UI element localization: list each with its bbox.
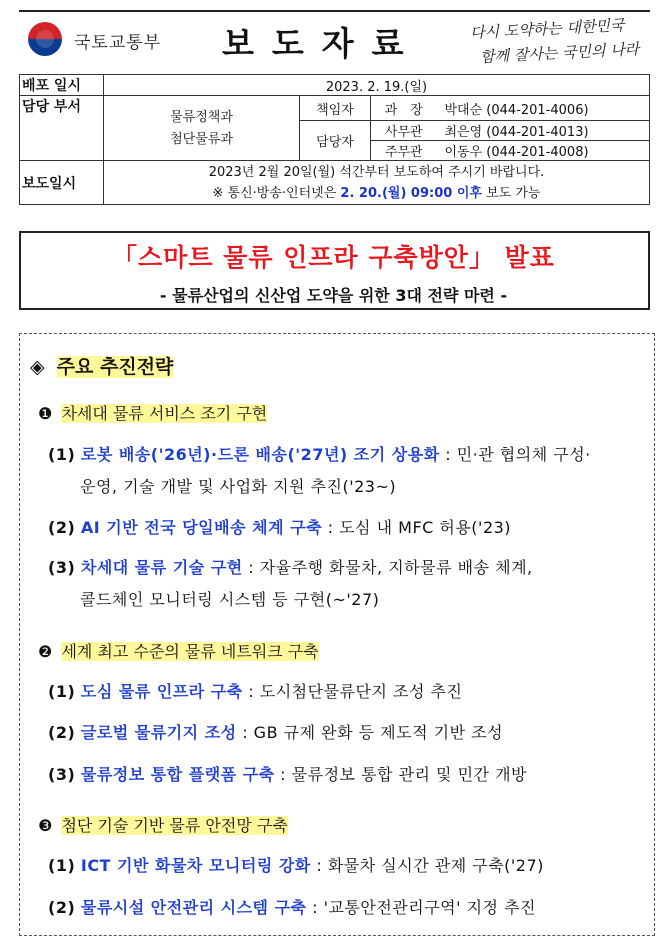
item-desc: '교통안전관리구역' 지정 추진 bbox=[323, 898, 537, 917]
person-1: 박대순 (044-201-4006) bbox=[437, 96, 650, 121]
press-release-title: 보도자료 bbox=[222, 24, 422, 63]
person-2: 최은영 (044-201-4013) bbox=[437, 121, 650, 141]
ministry-name: 국토교통부 bbox=[74, 33, 162, 53]
item-separator: : bbox=[242, 558, 260, 577]
diamond-icon: ◈ bbox=[30, 356, 45, 378]
report-time-cell bbox=[104, 161, 650, 205]
section-3-item-2 bbox=[48, 895, 536, 918]
release-info-table bbox=[19, 74, 650, 205]
item-separator: : bbox=[242, 682, 260, 701]
item-number: (3) bbox=[48, 765, 76, 784]
section-3-heading bbox=[38, 813, 288, 836]
strategy-heading bbox=[30, 352, 173, 379]
distribution-label: 배포 일시 bbox=[20, 75, 104, 96]
dept-cell bbox=[104, 96, 300, 161]
item-key: 도심 물류 인프라 구축 bbox=[80, 682, 243, 701]
item-desc: 물류정보 통합 관리 및 민간 개방 bbox=[291, 765, 528, 784]
report-time-line-1: 2023년 2월 20일(월) 석간부터 보도하여 주시기 바랍니다. bbox=[208, 164, 545, 180]
slogan-line-1: 다시 도약하는 대한민국 bbox=[469, 15, 625, 43]
item-number: (2) bbox=[48, 898, 76, 917]
report-embargo-time: 2. 20.(월) 09:00 이후 bbox=[340, 185, 482, 201]
section-2-item-2 bbox=[48, 720, 503, 743]
number-1-icon: ❶ bbox=[38, 404, 53, 423]
section-3-item-1 bbox=[48, 853, 544, 876]
strategy-heading-text: 주요 추진전략 bbox=[56, 356, 174, 378]
role-3: 주무관 bbox=[371, 141, 437, 161]
item-number: (1) bbox=[48, 682, 76, 701]
section-1-item-3 bbox=[48, 555, 533, 578]
item-key: AI 기반 전국 당일배송 체계 구축 bbox=[80, 518, 323, 537]
section-1-item-1 bbox=[48, 442, 591, 465]
distribution-date: 2023. 2. 19.(일) bbox=[104, 75, 650, 96]
person-3: 이동우 (044-201-4008) bbox=[437, 141, 650, 161]
item-number: (1) bbox=[48, 856, 76, 875]
item-separator: : bbox=[439, 445, 457, 464]
item-separator: : bbox=[274, 765, 292, 784]
section-1-item-2 bbox=[48, 515, 511, 538]
item-separator: : bbox=[306, 898, 324, 917]
item-desc: 화물차 실시간 관제 구축('27) bbox=[327, 856, 544, 875]
number-3-icon: ❸ bbox=[38, 816, 53, 835]
section-1-item-1-cont: 운영, 기술 개발 및 사업화 지원 추진('23~) bbox=[80, 477, 397, 496]
section-1-item-3-cont: 콜드체인 모니터링 시스템 등 구현(~'27) bbox=[80, 590, 380, 609]
section-3-title: 첨단 기술 기반 물류 안전망 구축 bbox=[61, 816, 288, 835]
item-separator: : bbox=[322, 518, 340, 537]
item-key: ICT 기반 화물차 모니터링 강화 bbox=[80, 856, 311, 875]
item-key: 물류시설 안전관리 시스템 구축 bbox=[80, 898, 307, 917]
item-desc: 자율주행 화물차, 지하물류 배송 체계, bbox=[259, 558, 533, 577]
role-2: 사무관 bbox=[371, 121, 437, 141]
item-separator: : bbox=[310, 856, 328, 875]
number-2-icon: ❷ bbox=[38, 642, 53, 661]
report-note-suffix: 보도 가능 bbox=[481, 185, 541, 201]
role-1: 과 장 bbox=[371, 96, 437, 121]
item-desc: GB 규제 완화 등 제도적 기반 조성 bbox=[253, 723, 504, 742]
item-key: 글로벌 물류기지 조성 bbox=[80, 723, 237, 742]
item-key: 차세대 물류 기술 구현 bbox=[80, 558, 243, 577]
responsible-label: 책임자 bbox=[300, 96, 371, 121]
report-time-line-2 bbox=[104, 183, 649, 204]
section-1-heading bbox=[38, 401, 267, 424]
item-number: (2) bbox=[48, 518, 76, 537]
item-number: (1) bbox=[48, 445, 76, 464]
report-time-label: 보도일시 bbox=[20, 161, 104, 205]
dept-name-2: 첨단물류과 bbox=[170, 132, 233, 147]
item-key: 물류정보 통합 플랫폼 구축 bbox=[80, 765, 275, 784]
section-1-title: 차세대 물류 서비스 조기 구현 bbox=[61, 404, 268, 423]
slogan-line-2: 함께 잘사는 국민의 나라 bbox=[479, 39, 640, 67]
dept-label: 담당 부서 bbox=[20, 96, 104, 161]
ministry-logo-icon bbox=[28, 22, 62, 56]
contact-label: 담당자 bbox=[300, 121, 371, 161]
section-2-title: 세계 최고 수준의 물류 네트워크 구축 bbox=[61, 642, 319, 661]
item-separator: : bbox=[236, 723, 254, 742]
item-desc: 도심 내 MFC 허용('23) bbox=[339, 518, 512, 537]
item-desc: 도시첨단물류단지 조성 추진 bbox=[259, 682, 463, 701]
section-2-heading bbox=[38, 639, 319, 662]
report-note-prefix: ※ 통신·방송·인터넷은 bbox=[212, 185, 341, 201]
subtitle: - 물류산업의 신산업 도약을 위한 3대 전략 마련 - bbox=[159, 286, 508, 305]
section-2-item-1 bbox=[48, 679, 462, 702]
item-number: (2) bbox=[48, 723, 76, 742]
main-title: 「스마트 물류 인프라 구축방안」 발표 bbox=[112, 243, 555, 272]
section-2-item-3 bbox=[48, 762, 527, 785]
item-key: 로봇 배송('26년)·드론 배송('27년) 조기 상용화 bbox=[80, 445, 440, 464]
dept-name-1: 물류정책과 bbox=[170, 110, 233, 125]
item-number: (3) bbox=[48, 558, 76, 577]
item-desc: 민·관 협의체 구성· bbox=[456, 445, 591, 464]
